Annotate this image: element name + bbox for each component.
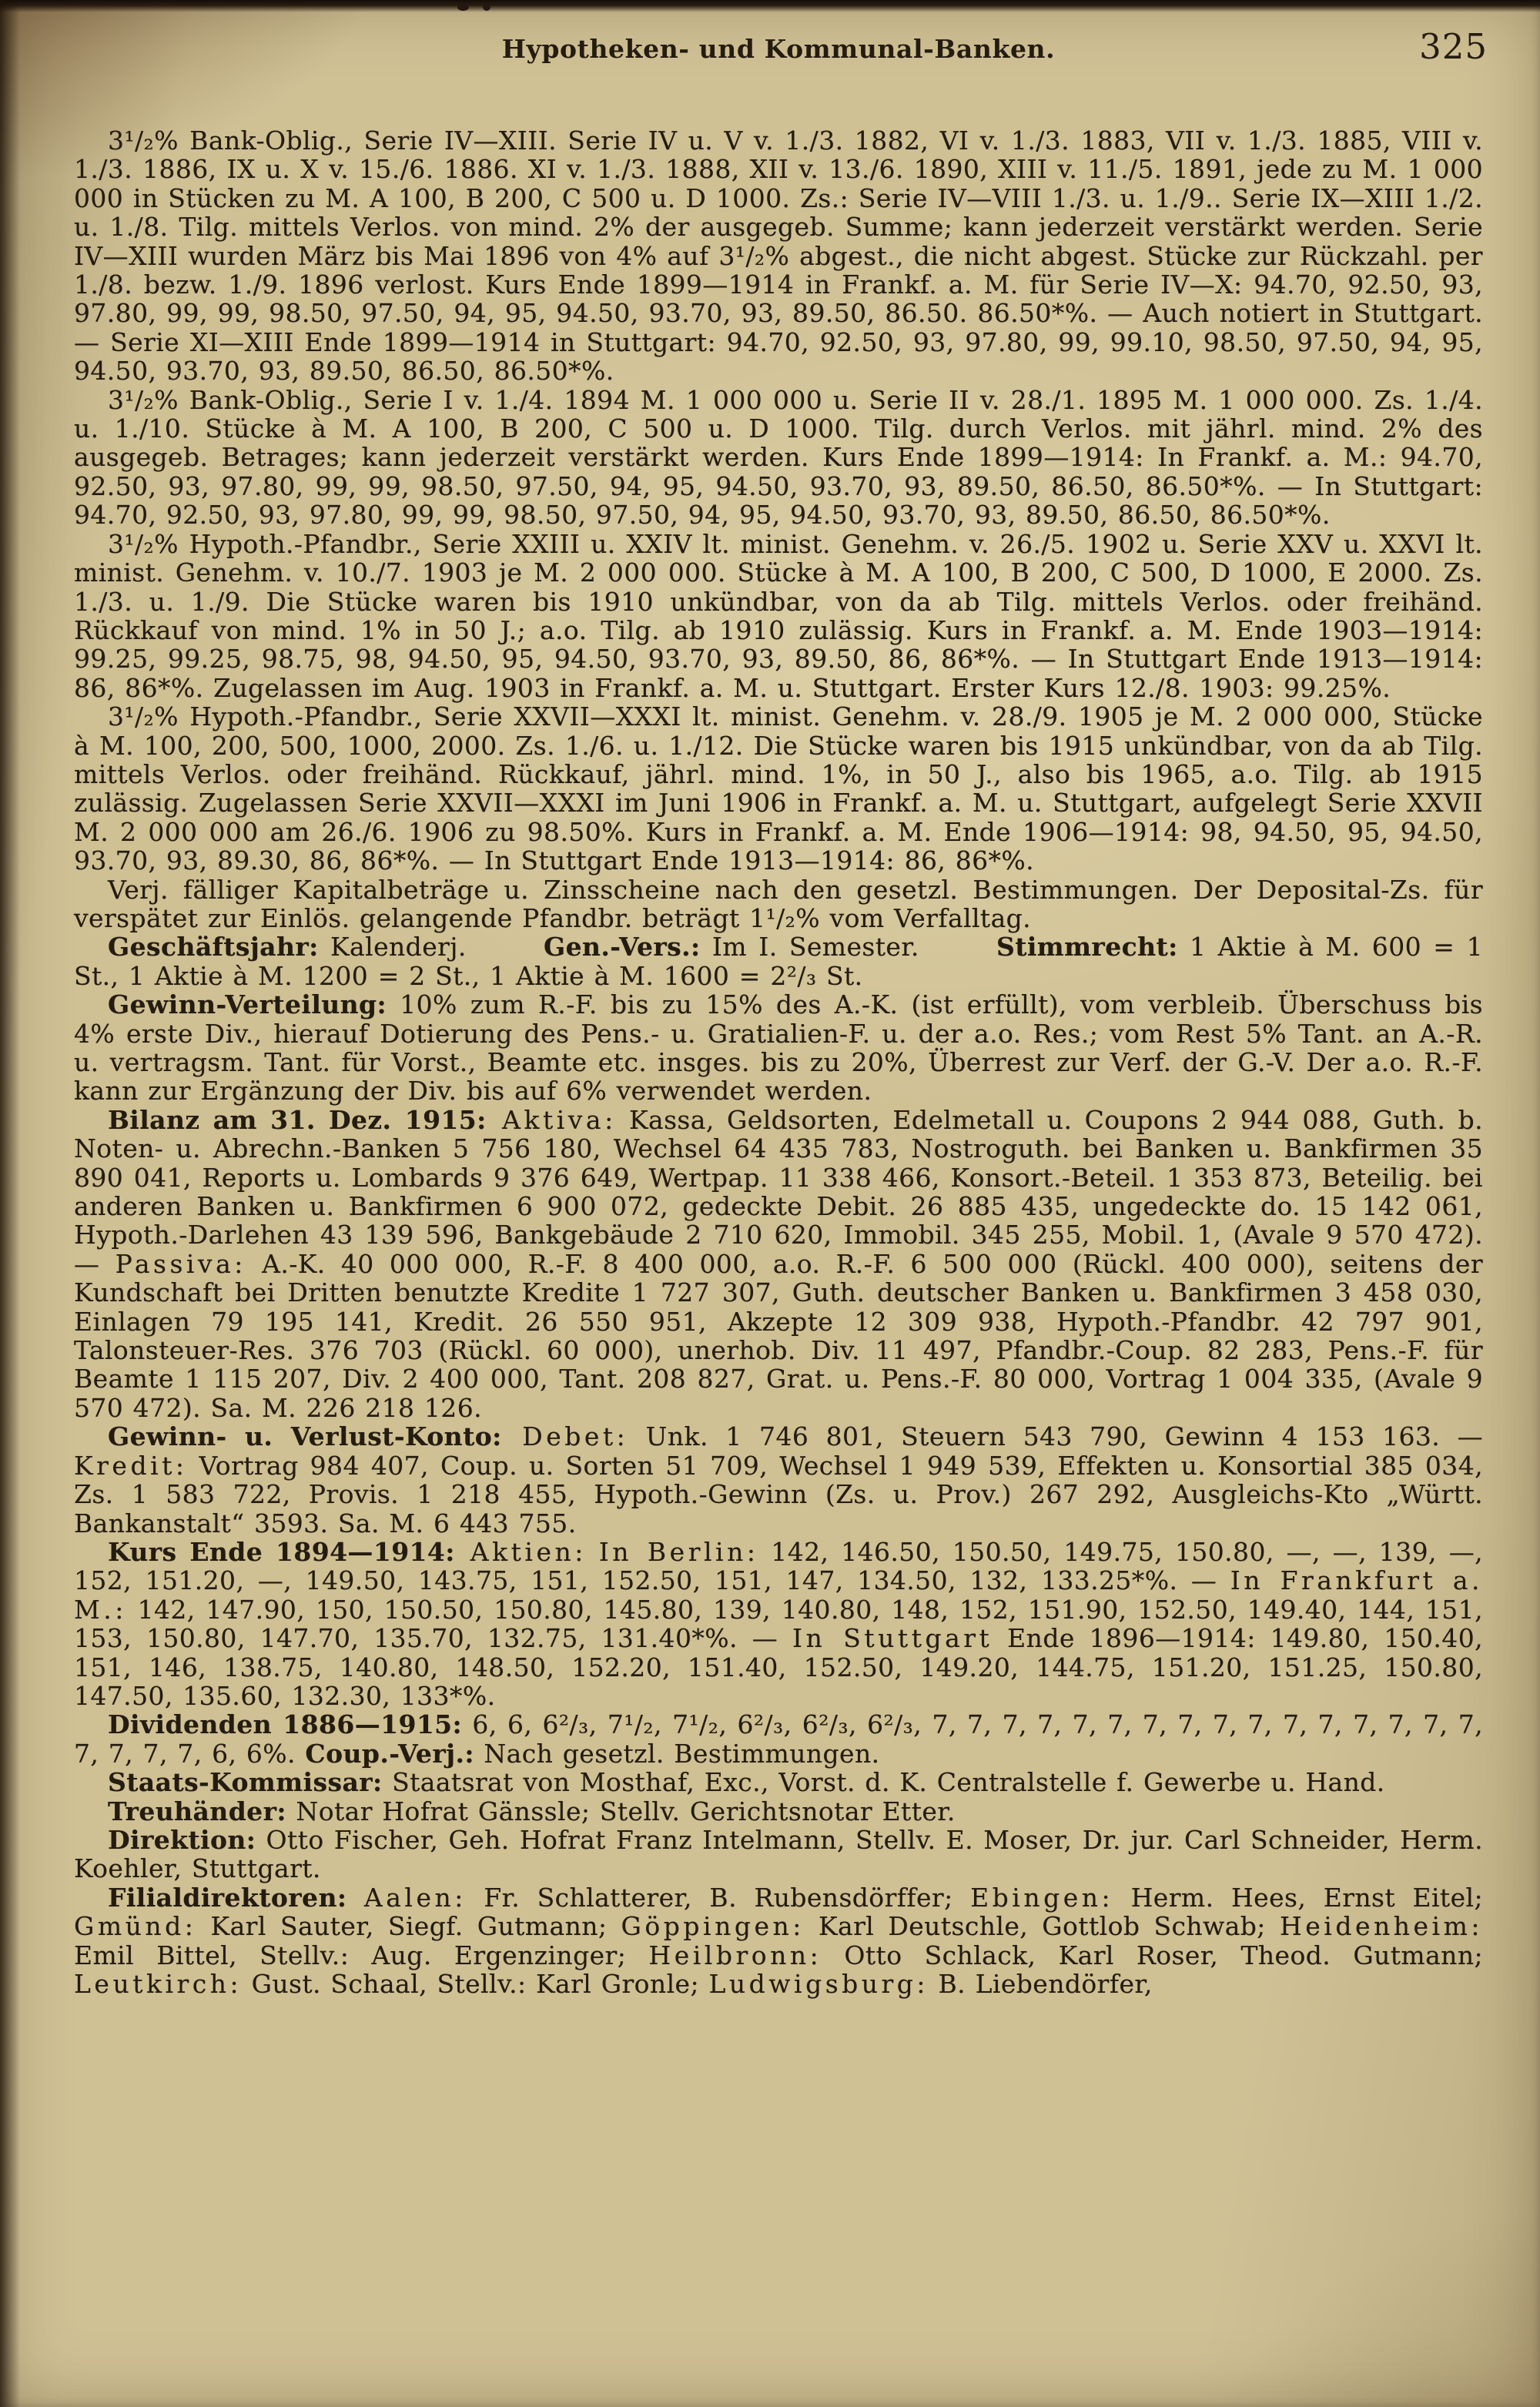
paragraph [74,1422,1483,1538]
spaced-label: Ebingen: [970,1882,1114,1913]
text-run: Gust. Schaal, Stellv.: Karl Gronle; [242,1969,709,1999]
text-run: Im I. Semester. [700,932,996,962]
spaced-label: Aalen: [363,1882,467,1913]
page-title: Hypotheken- und Kommunal-Banken. [501,34,1056,64]
spaced-label: Aktien: [454,1536,587,1567]
running-header [74,26,1488,126]
bold-label: Treuhänder: [108,1796,286,1826]
text-run: Karl Deutschle, Gottlob Schwab; [804,1911,1280,1942]
text-run: 3¹/₂% Bank-Oblig., Serie I v. 1./4. 1894 M. 1 000 000 u. Serie II v. 28./1. 1895 M. 1 000 000. Zs. 1./4. u. 1./10. Stücke à M. A 100, B 200, C 500 u. D 1000. Tilg. durch Verlos. mit jährl. mind. 2% des ausgegeb. Betrages; kann jederzeit verstärkt werden. Kurs Ende 1899—1914: In Frankf. a. M.: 94.70, 92.50, 93, 97.80, 99, 99, 98.50, 97.50, 94, 95, 94.50, 93.70, 93, 89.50, 86.50, 86.50*%. — In Stuttgart: 94.70, 92.50, 93, 97.80, 99, 99, 98.50, 97.50, 94, 95, 94.50, 93.70, 93, 89.50, 86.50, 86.50*%. [74,384,1483,531]
paragraph [74,1710,1483,1768]
text-run: Nach gesetzl. Bestimmungen. [474,1738,880,1769]
spaced-label: Passiva: [115,1248,246,1279]
bold-label: Gewinn-Verteilung: [108,989,387,1020]
paragraph [74,932,1483,990]
text-run: 3¹/₂% Hypoth.-Pfandbr., Serie XXIII u. XXIV lt. minist. Genehm. v. 26./5. 1902 u. Serie XXV u. XXVI lt. minist. Genehm. v. 10./7. 1903 je M. 2 000 000. Stücke à M. A 100, B 200, C 500, D 1000, E 2000. Zs. 1./3. u. 1./9. Die Stücke waren bis 1910 unkündbar, von da ab Tilg. mittels Verlos. oder freihänd. Rückkauf von mind. 1% in 50 J.; a.o. Tilg. ab 1910 zulässig. Kurs in Frankf. a. M. Ende 1903—1914: 99.25, 99.25, 98.75, 98, 94.50, 95, 94.50, 93.70, 93, 89.50, 86, 86*%. — In Stuttgart Ende 1913—1914: 86, 86*%. Zugelassen im Aug. 1903 in Frankf. a. M. u. Stuttgart. Erster Kurs 12./8. 1903: 99.25%. [74,528,1483,703]
bold-label: Kurs Ende 1894—1914: [108,1536,455,1567]
text-run: Staatsrat von Mosthaf, Exc., Vorst. d. K. Centralstelle f. Gewerbe u. Hand. [382,1767,1385,1798]
spaced-label: Debet: [501,1421,629,1452]
text-run: A.-K. 40 000 000, R.-F. 8 400 000, a.o. R.-F. 6 500 000 (Rückl. 400 000), seitens der Kundschaft bei Dritten benutzte Kredite 1 727 307, Guth. deutscher Banken u. Bankfirmen 3 458 030, Einlagen 79 195 141, Kredit. 26 550 951, Akzepte 12 309 938, Hypoth.-Pfandbr. 42 797 901, Talonsteuer-Res. 376 703 (Rückl. 60 000), unerhob. Div. 11 497, Pfandbr.-Coup. 82 283, Pens.-F. für Beamte 1 115 207, Div. 2 400 000, Tant. 208 827, Grat. u. Pens.-F. 80 000, Vortrag 1 004 335, (Avale 9 570 472). Sa. M. 226 218 126. [74,1248,1483,1423]
paragraph [74,875,1483,933]
spaced-label: Ludwigsburg: [708,1969,929,1999]
paragraph [74,126,1483,386]
paragraph [74,386,1483,530]
document-body [74,126,1483,1998]
text-run: 6, 6, 6²/₃, 7¹/₂, 7¹/₂, 6²/₃, 6²/₃, 6²/₃, 7, 7, 7, 7, 7, 7, 7, 7, 7, 7, 7, 7, 7, 7, 7, 7, 7, 7, 7, 7, 6, 6%. [74,1709,1483,1769]
text-run: 142, 146.50, 150.50, 149.75, 150.80, —, —, 139, —, 152, 151.20, —, 149.50, 143.75, 151, 152.50, 151, 147, 134.50, 132, 133.25*%. — [74,1536,1484,1596]
text-run: Kalenderj. [318,932,544,962]
spaced-label: Heilbronn: [648,1940,822,1970]
text-run: Otto Schlack, Karl Roser, Theod. Gutmann; [822,1940,1483,1970]
text-run: 3¹/₂% Bank-Oblig., Serie IV—XIII. Serie IV u. V v. 1./3. 1882, VI v. 1./3. 1883, VII v. 1./3. 1885, VIII v. 1./3. 1886, IX u. X v. 15./6. 1886. XI v. 1./3. 1888, XII v. 13./6. 1890, XIII v. 11./5. 1891, jede zu M. 1 000 000 in Stücken zu M. A 100, B 200, C 500 u. D 1000. Zs.: Serie IV—VIII 1./3. u. 1./9.. Serie IX—XIII 1./2. u. 1./8. Tilg. mittels Verlos. von mind. 2% der ausgegeb. Summe; kann jederzeit verstärkt werden. Serie IV—XIII wurden März bis Mai 1896 von 4% auf 3¹/₂% abgest., die nicht abgest. Stücke zur Rückzahl. per 1./8. bezw. 1./9. 1896 verlost. Kurs Ende 1899—1914 in Frankf. a. M. für Serie IV—X: 94.70, 92.50, 93, 97.80, 99, 99, 98.50, 97.50, 94, 95, 94.50, 93.70, 93, 89.50, 86.50. 86.50*%. — Auch notiert in Stuttgart. — Serie XI—XIII Ende 1899—1914 in Stuttgart: 94.70, 92.50, 93, 97.80, 99, 99.10, 98.50, 97.50, 94, 95, 94.50, 93.70, 93, 89.50, 86.50, 86.50*%. [74,126,1483,387]
spaced-label: In Berlin: [598,1536,759,1567]
text-run: Vortrag 984 407, Coup. u. Sorten 51 709, Wechsel 1 949 539, Effekten u. Konsortial 385 034, Zs. 1 583 722, Provis. 1 218 455, Hypoth.-Gewinn (Zs. u. Prov.) 267 292, Ausgleichs-Kto „Württ. Bankanstalt“ 3593. Sa. M. 6 443 755. [74,1450,1483,1538]
paragraph [74,530,1483,702]
spaced-label: Gmünd: [74,1911,197,1942]
text-run: 1 Aktie à M. 600 = 1 St., 1 Aktie à M. 1200 = 2 St., 1 Aktie à M. 1600 = 2²/₃ St. [74,932,1483,991]
text-run: 10% zum R.-F. bis zu 15% des A.-K. (ist erfüllt), vom verbleib. Überschuss bis 4% erste Div., hierauf Dotierung des Pens.- u. Gratialien-F. u. der a.o. Res.; vom Rest 5% Tant. an A.-R. u. vertragsm. Tant. für Vorst., Beamte etc. insges. bis zu 20%, Überrest zur Verf. der G.-V. Der a.o. R.-F. kann zur Ergänzung der Div. bis auf 6% verwendet werden. [74,989,1483,1106]
text-run: Otto Fischer, Geh. Hofrat Franz Intelmann, Stellv. E. Moser, Dr. jur. Carl Schneider, Herm. Koehler, Stuttgart. [74,1824,1483,1884]
bold-label: Filialdirektoren: [108,1882,347,1913]
spaced-label: In Frankfurt a. M.: [74,1565,1483,1625]
paragraph [74,990,1483,1106]
paragraph [74,1106,1483,1422]
text-run: Unk. 1 746 801, Steuern 543 790, Gewinn 4 153 163. — [628,1421,1483,1452]
bold-label: Coup.-Verj.: [305,1738,474,1769]
scan-left-edge [0,0,20,2407]
text-run: Herm. Hees, Ernst Eitel; [1113,1882,1483,1913]
text-run: 3¹/₂% Hypoth.-Pfandbr., Serie XXVII—XXXI lt. minist. Genehm. v. 28./9. 1905 je M. 2 000 000, Stücke à M. 100, 200, 500, 1000, 2000. Zs. 1./6. u. 1./12. Die Stücke waren bis 1915 unkündbar, von da ab Tilg. mittels Verlos. oder freihänd. Rückkauf, jährl. mind. 1%, in 50 J., also bis 1965, a.o. Tilg. ab 1915 zulässig. Zugelassen Serie XXVII—XXXI im Juni 1906 in Frankf. a. M. u. Stuttgart, aufgelegt Serie XXVII M. 2 000 000 am 26./6. 1906 zu 98.50%. Kurs in Frankf. a. M. Ende 1906—1914: 98, 94.50, 95, 94.50, 93.70, 93, 89.30, 86, 86*%. — In Stuttgart Ende 1913—1914: 86, 86*%. [74,701,1483,876]
text-run: Kassa, Geldsorten, Edelmetall u. Coupons 2 944 088, Guth. b. Noten- u. Abrechn.-Banken 5 756 180, Wechsel 64 435 783, Nostroguth. bei Banken u. Bankfirmen 35 890 041, Reports u. Lombards 9 376 649, Wertpap. 11 338 466, Konsort.-Beteil. 1 353 873, Beteilig. bei anderen Banken u. Bankfirmen 6 900 072, gedeckte Debit. 26 885 435, ungedeckte do. 15 142 061, Hypoth.-Darlehen 43 139 596, Bankgebäude 2 710 620, Immobil. 345 255, Mobil. 1, (Avale 9 570 472). — [74,1104,1483,1279]
page-number: 325 [1419,26,1488,67]
bold-label: Staats-Kommissar: [108,1767,383,1798]
text-run: Emil Bittel, Stellv.: Aug. Ergenzinger; [74,1940,649,1970]
scan-top-edge [0,0,1540,12]
bold-label: Gewinn- u. Verlust-Konto: [108,1421,502,1452]
text-run [587,1537,599,1567]
bold-label: Dividenden 1886—1915: [108,1709,463,1740]
paragraph [74,1883,1483,1999]
bold-label: Gen.-Vers.: [544,932,701,962]
bold-label: Stimmrecht: [996,932,1178,962]
scan-speck [457,4,469,11]
paragraph [74,1768,1483,1796]
paragraph [74,1797,1483,1826]
bold-label: Geschäftsjahr: [108,932,319,962]
paragraph [74,702,1483,875]
spaced-label: Göppingen: [621,1911,805,1942]
spaced-label: Aktiva: [486,1104,617,1135]
text-run: Verj. fälliger Kapitalbeträge u. Zinsscheine nach den gesetzl. Bestimmungen. Der Deposital-Zs. für verspätet zur Einlös. gelangende Pfandbr. beträgt 1¹/₂% vom Verfalltag. [74,874,1483,933]
spaced-label: Leutkirch: [74,1969,243,1999]
paragraph [74,1826,1483,1883]
bold-label: Bilanz am 31. Dez. 1915: [108,1104,487,1135]
spaced-label: In Stuttgart [792,1623,993,1654]
bold-label: Direktion: [108,1824,256,1855]
spaced-label: Kredit: [74,1450,188,1481]
text-run: Fr. Schlatterer, B. Rubensdörffer; [466,1882,971,1913]
scan-speck [483,3,490,11]
paragraph [74,1538,1483,1710]
text-run: Karl Sauter, Siegf. Gutmann; [196,1911,621,1942]
text-run [346,1883,363,1913]
text-run: 142, 147.90, 150, 150.50, 150.80, 145.80, 139, 140.80, 148, 152, 151.90, 152.50, 149.40, 144, 151, 153, 150.80, 147.70, 135.70, 132.75, 131.40*%. — [74,1594,1483,1654]
text-run: Notar Hofrat Gänssle; Stellv. Gerichtsnotar Etter. [286,1796,956,1826]
spaced-label: Heidenheim: [1279,1911,1483,1942]
page-content [74,26,1488,1999]
text-run: Ende 1896—1914: 149.80, 150.40, 151, 146, 138.75, 140.80, 148.50, 152.20, 151.40, 152.50, 149.20, 144.75, 151.20, 151.25, 150.80, 147.50, 135.60, 132.30, 133*%. [74,1623,1483,1711]
text-run: B. Liebendörfer, [929,1969,1153,1999]
